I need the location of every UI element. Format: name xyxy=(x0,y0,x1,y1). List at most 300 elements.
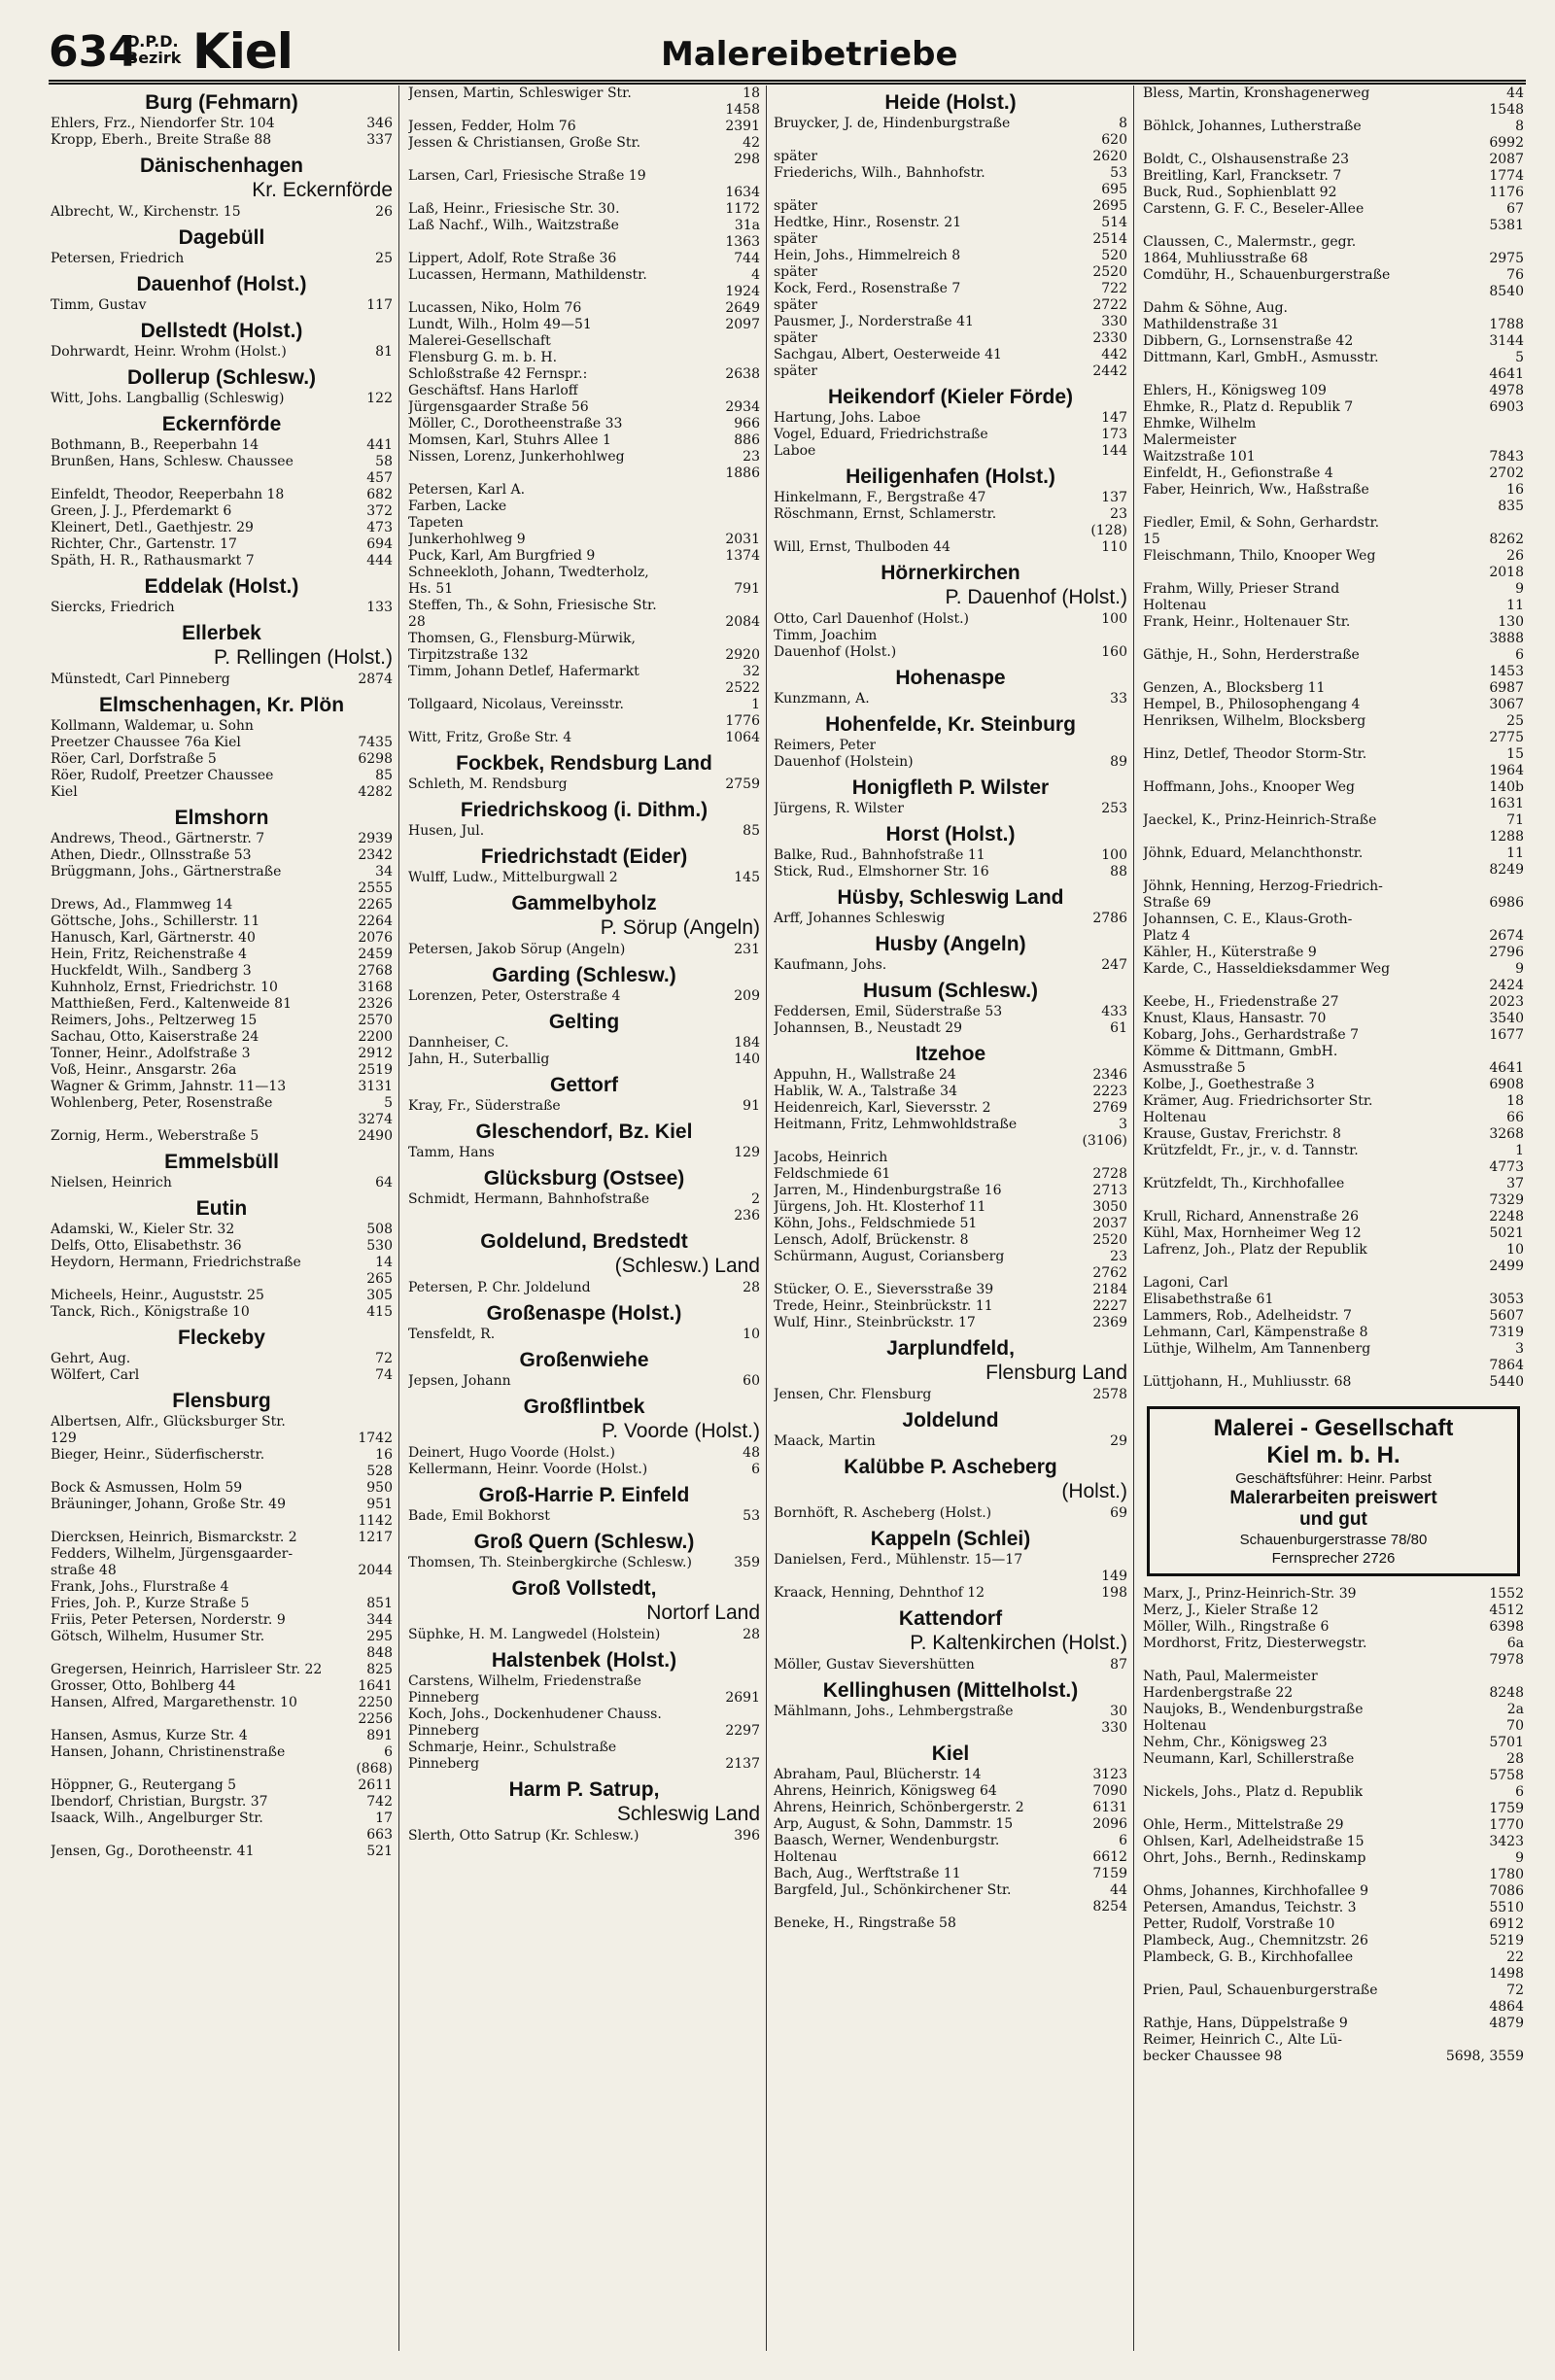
entry-number: 3131 xyxy=(358,1079,393,1094)
entry-number: 16 xyxy=(375,1447,393,1463)
directory-entry xyxy=(51,1645,393,1662)
place-subheading: Nortorf Land xyxy=(646,1602,760,1624)
entry-name: Comdühr, H., Schauenburgerstraße xyxy=(1143,267,1391,283)
directory-entry xyxy=(51,470,393,487)
directory-entry xyxy=(408,1723,760,1740)
entry-name: später xyxy=(774,330,818,346)
directory-entry xyxy=(51,1761,393,1777)
place-heading: Dauenhof (Holst.) xyxy=(136,273,307,295)
entry-name: Bräuninger, Johann, Große Str. 49 xyxy=(51,1497,286,1512)
directory-entry xyxy=(1143,1374,1524,1391)
entry-number: 6 xyxy=(1515,1784,1524,1800)
entry-number: 10 xyxy=(743,1327,760,1342)
entry-number: 1677 xyxy=(1489,1027,1524,1043)
entry-number: 1363 xyxy=(725,234,760,250)
entry-name: Friis, Peter Petersen, Norderstr. 9 xyxy=(51,1612,286,1628)
entry-number: 7329 xyxy=(1489,1192,1524,1208)
entry-number: 8248 xyxy=(1489,1685,1524,1701)
place-heading: Gleschendorf, Bz. Kiel xyxy=(475,1121,693,1143)
entry-number: 85 xyxy=(743,823,760,839)
directory-entry xyxy=(51,1811,393,1827)
directory-entry xyxy=(51,487,393,503)
directory-entry xyxy=(51,454,393,470)
entry-number: 1742 xyxy=(358,1431,393,1446)
directory-entry xyxy=(774,1552,1127,1569)
entry-number: 236 xyxy=(734,1208,760,1224)
entry-name: Stick, Rud., Elmshorner Str. 16 xyxy=(774,864,989,880)
directory-entry xyxy=(1143,2016,1524,2032)
entry-number: 337 xyxy=(366,132,393,148)
directory-entry xyxy=(408,1445,760,1462)
directory-entry xyxy=(1143,2032,1524,2049)
entry-name: Micheels, Heinr., Auguststr. 25 xyxy=(51,1288,264,1303)
entry-number xyxy=(756,350,760,366)
directory-entry xyxy=(408,1673,760,1690)
entry-name: später xyxy=(774,149,818,164)
entry-number xyxy=(1520,416,1524,432)
directory-entry xyxy=(51,553,393,569)
entry-name: Arp, August, & Sohn, Dammstr. 15 xyxy=(774,1816,1014,1832)
directory-entry xyxy=(51,1029,393,1046)
entry-name: Timm, Gustav xyxy=(51,297,147,313)
directory-entry xyxy=(774,754,1127,771)
directory-entry xyxy=(408,482,760,499)
entry-number: 31a xyxy=(734,218,760,233)
directory-entry xyxy=(51,1238,393,1255)
entry-name: Hansen, Alfred, Margarethenstr. 10 xyxy=(51,1695,297,1710)
directory-entry xyxy=(51,1062,393,1079)
directory-entry xyxy=(774,911,1127,927)
entry-name: Genzen, A., Blocksberg 11 xyxy=(1143,680,1326,696)
entry-number: 11 xyxy=(1506,845,1524,861)
entry-number: 514 xyxy=(1101,215,1127,230)
entry-number: 33 xyxy=(1110,691,1127,707)
entry-number: 7843 xyxy=(1489,449,1524,465)
entry-number: 744 xyxy=(734,251,760,266)
entry-number xyxy=(389,718,393,735)
entry-name: Thomsen, Th. Steinbergkirche (Schlesw.) xyxy=(408,1555,692,1570)
entry-name: Ehmke, Wilhelm xyxy=(1143,416,1257,431)
entry-number: 3540 xyxy=(1489,1011,1524,1026)
directory-entry xyxy=(774,1569,1127,1585)
entry-number: 64 xyxy=(375,1175,393,1190)
entry-number: 117 xyxy=(366,297,393,313)
entry-number xyxy=(1123,1552,1127,1569)
entry-name: Heidenreich, Karl, Sieversstr. 2 xyxy=(774,1100,991,1116)
entry-number: 76 xyxy=(1506,267,1524,283)
entry-name: Karde, C., Hasseldieksdammer Weg xyxy=(1143,961,1391,977)
entry-name: Zornig, Herm., Weberstraße 5 xyxy=(51,1128,259,1144)
entry-number: 2044 xyxy=(358,1563,393,1578)
directory-entry xyxy=(774,149,1127,165)
entry-name: Hanusch, Karl, Gärtnerstr. 40 xyxy=(51,930,256,946)
entry-name: Hs. 51 xyxy=(408,581,454,597)
entry-number: 2759 xyxy=(725,776,760,792)
entry-name: Ahrens, Heinrich, Schönbergerstr. 2 xyxy=(774,1800,1024,1815)
directory-entry xyxy=(408,1627,760,1643)
entry-number: 9 xyxy=(1515,581,1524,597)
entry-number: 742 xyxy=(366,1794,393,1810)
entry-name: Arff, Johannes Schleswig xyxy=(774,911,946,926)
entry-number: 298 xyxy=(734,152,760,167)
directory-entry xyxy=(774,611,1127,628)
directory-entry xyxy=(774,1298,1127,1315)
directory-entry xyxy=(408,1208,760,1224)
directory-entry xyxy=(51,914,393,930)
directory-entry xyxy=(1143,1292,1524,1308)
column-3 xyxy=(774,86,1127,2351)
entry-number: 2691 xyxy=(725,1690,760,1706)
directory-entry xyxy=(51,1447,393,1464)
entry-number: 2096 xyxy=(1092,1816,1127,1832)
entry-name: Diercksen, Heinrich, Bismarckstr. 2 xyxy=(51,1530,297,1545)
entry-number: 2137 xyxy=(725,1756,760,1772)
directory-entry xyxy=(408,1327,760,1343)
place-heading: Kiel xyxy=(931,1742,970,1765)
directory-entry xyxy=(774,264,1127,281)
entry-number: 122 xyxy=(366,391,393,406)
entry-name: Lundt, Wilh., Holm 49—51 xyxy=(408,317,592,332)
directory-entry xyxy=(408,532,760,548)
directory-entry xyxy=(1143,647,1524,664)
entry-name: Brunßen, Hans, Schlesw. Chaussee xyxy=(51,454,294,469)
entry-name: Schneekloth, Johann, Twedterholz, xyxy=(408,565,649,580)
entry-number: 2097 xyxy=(725,317,760,332)
directory-entry xyxy=(1143,102,1524,119)
entry-name: Timm, Johann Detlef, Hafermarkt xyxy=(408,664,639,679)
entry-number: 25 xyxy=(375,251,393,266)
entry-name: Röschmann, Ernst, Schlamerstr. xyxy=(774,506,997,522)
entry-name: Farben, Lacke xyxy=(408,499,507,514)
entry-name: Sachau, Otto, Kaiserstraße 24 xyxy=(51,1029,259,1045)
entry-number: 147 xyxy=(1101,410,1127,426)
entry-name: Tamm, Hans xyxy=(408,1145,495,1160)
entry-number: 5510 xyxy=(1489,1900,1524,1915)
column-rule xyxy=(398,86,399,2351)
directory-entry xyxy=(774,427,1127,443)
entry-number: 26 xyxy=(375,204,393,220)
entry-number: 247 xyxy=(1101,957,1127,973)
directory-entry xyxy=(1143,713,1524,730)
entry-number: 4 xyxy=(751,267,760,283)
entry-number xyxy=(1520,1275,1524,1292)
entry-name: später xyxy=(774,297,818,313)
directory-entry xyxy=(408,598,760,614)
entry-number: 1288 xyxy=(1489,829,1524,845)
entry-number: 2326 xyxy=(358,996,393,1012)
entry-name: später xyxy=(774,231,818,247)
place-heading: Kalübbe P. Ascheberg xyxy=(844,1456,1057,1478)
entry-number: 2031 xyxy=(725,532,760,547)
entry-number: 442 xyxy=(1101,347,1127,362)
directory-entry xyxy=(1143,565,1524,581)
place-heading: Groß-Harrie P. Einfeld xyxy=(478,1484,690,1506)
directory-entry xyxy=(408,201,760,218)
directory-entry xyxy=(774,1433,1127,1450)
place-heading: Glücksburg (Ostsee) xyxy=(483,1167,685,1190)
entry-name: Grosser, Otto, Bohlberg 44 xyxy=(51,1678,236,1694)
entry-name: Jürgens, Joh. Ht. Klosterhof 11 xyxy=(774,1199,986,1215)
entry-number: 53 xyxy=(743,1508,760,1524)
directory-entry xyxy=(408,1756,760,1773)
entry-name: Münstedt, Carl Pinneberg xyxy=(51,672,230,687)
entry-name: Möller, C., Dorotheenstraße 33 xyxy=(408,416,623,431)
entry-name: Laß Nachf., Wilh., Waitzstraße xyxy=(408,218,619,233)
directory-entry xyxy=(1143,1209,1524,1225)
directory-entry xyxy=(1143,267,1524,284)
entry-name: Gehrt, Aug. xyxy=(51,1351,131,1366)
directory-entry xyxy=(1143,912,1524,928)
directory-entry xyxy=(774,1505,1127,1522)
place-heading: Hörnerkirchen xyxy=(881,562,1020,584)
place-heading: Husum (Schlesw.) xyxy=(862,980,1039,1002)
directory-entry xyxy=(1143,1801,1524,1817)
entry-number: 1 xyxy=(1515,1143,1524,1158)
directory-entry xyxy=(51,996,393,1013)
directory-entry xyxy=(774,363,1127,380)
directory-entry xyxy=(774,1183,1127,1199)
directory-entry xyxy=(51,1794,393,1811)
directory-entry xyxy=(774,1882,1127,1899)
entry-name: Wohlenberg, Peter, Rosenstraße xyxy=(51,1095,273,1111)
entry-name: Möller, Gustav Sievershütten xyxy=(774,1657,975,1673)
entry-name: Holtenau xyxy=(774,1849,838,1865)
entry-name: Einfeldt, Theodor, Reeperbahn 18 xyxy=(51,487,285,502)
entry-number: 8254 xyxy=(1092,1899,1127,1914)
entry-number: 5701 xyxy=(1489,1735,1524,1750)
entry-name: Tirpitzstraße 132 xyxy=(408,647,529,663)
entry-name: Hedtke, Hinr., Rosenstr. 21 xyxy=(774,215,962,230)
place-heading: Hohenaspe xyxy=(895,667,1006,689)
directory-entry xyxy=(1143,86,1524,102)
place-heading: Groß Vollstedt, xyxy=(511,1577,657,1600)
entry-number: 2555 xyxy=(358,880,393,896)
directory-entry xyxy=(774,231,1127,248)
advertisement-box xyxy=(1147,1406,1520,1576)
entry-name: Nehm, Chr., Königsweg 23 xyxy=(1143,1735,1328,1750)
entry-name: Sachgau, Albert, Oesterweide 41 xyxy=(774,347,1002,362)
entry-number: 9 xyxy=(1515,961,1524,977)
entry-number: 305 xyxy=(366,1288,393,1303)
entry-name: Laß, Heinr., Friesische Str. 30. xyxy=(408,201,620,217)
entry-name: Kock, Ferd., Rosenstraße 7 xyxy=(774,281,961,296)
entry-number: 15 xyxy=(1506,746,1524,762)
entry-number xyxy=(756,515,760,532)
entry-name: Dauenhof (Holstein) xyxy=(774,754,914,770)
directory-entry xyxy=(774,1216,1127,1232)
entry-name: Jaeckel, K., Prinz-Heinrich-Straße xyxy=(1143,812,1377,828)
entry-name: Lensch, Adolf, Brückenstr. 8 xyxy=(774,1232,969,1248)
entry-name: 129 xyxy=(51,1431,77,1446)
directory-entry xyxy=(774,1150,1127,1166)
entry-number: 8540 xyxy=(1489,284,1524,299)
entry-number: 346 xyxy=(366,116,393,131)
place-heading: Elmshorn xyxy=(174,807,269,829)
column-rule xyxy=(1133,86,1134,2351)
directory-entry xyxy=(1143,532,1524,548)
entry-number: 396 xyxy=(734,1828,760,1844)
place-heading: Eddelak (Holst.) xyxy=(144,575,299,598)
directory-entry xyxy=(1143,598,1524,614)
place-heading: Heide (Holst.) xyxy=(884,91,1017,114)
entry-name: Kunzmann, A. xyxy=(774,691,870,707)
place-heading: Gettorf xyxy=(550,1074,618,1096)
place-subheading: Schleswig Land xyxy=(616,1803,760,1825)
entry-number: 2369 xyxy=(1092,1315,1127,1330)
entry-number: 682 xyxy=(366,487,393,502)
entry-name: Bornhöft, R. Ascheberg (Holst.) xyxy=(774,1505,992,1521)
entry-name: Heydorn, Hermann, Friedrichstraße xyxy=(51,1255,301,1270)
directory-entry xyxy=(1143,152,1524,168)
district-label: O.P.D. Bezirk xyxy=(126,32,182,67)
entry-number: 85 xyxy=(375,768,393,783)
place-heading: Husby (Angeln) xyxy=(875,933,1026,955)
entry-name: Flensburg G. m. b. H. xyxy=(408,350,558,365)
directory-entry xyxy=(1143,1143,1524,1159)
entry-number: 6 xyxy=(1515,647,1524,663)
entry-number: 2934 xyxy=(725,399,760,415)
entry-number: 1 xyxy=(751,697,760,712)
entry-name: Bieger, Heinr., Süderfischerstr. xyxy=(51,1447,265,1463)
entry-number: 7319 xyxy=(1489,1325,1524,1340)
place-subheading: (Holst.) xyxy=(1061,1480,1127,1502)
entry-number: 144 xyxy=(1101,443,1127,459)
entry-name: Nielsen, Heinrich xyxy=(51,1175,172,1190)
entry-name: Kiel xyxy=(51,784,78,800)
place-heading: Honigfleth P. Wilster xyxy=(851,776,1050,799)
entry-name: Wulf, Hinr., Steinbrückstr. 17 xyxy=(774,1315,976,1330)
directory-entry xyxy=(774,1833,1127,1849)
place-heading: Flensburg xyxy=(172,1390,271,1412)
entry-name: Bargfeld, Jul., Schönkirchener Str. xyxy=(774,1882,1012,1898)
directory-entry xyxy=(408,234,760,251)
directory-entry xyxy=(51,1711,393,1728)
directory-entry xyxy=(1143,1636,1524,1652)
entry-number: 1552 xyxy=(1489,1586,1524,1602)
entry-number: 5440 xyxy=(1489,1374,1524,1390)
entry-name: Slerth, Otto Satrup (Kr. Schlesw.) xyxy=(408,1828,639,1844)
entry-name: Johannsen, B., Neustadt 29 xyxy=(774,1020,963,1036)
directory-entry xyxy=(408,86,760,102)
entry-number: 966 xyxy=(734,416,760,431)
entry-number: 9 xyxy=(1515,1850,1524,1866)
entry-number: 28 xyxy=(743,1627,760,1642)
entry-name: Gregersen, Heinrich, Harrisleer Str. 22 xyxy=(51,1662,323,1677)
entry-number: 3123 xyxy=(1092,1767,1127,1782)
entry-number: 18 xyxy=(1506,1093,1524,1109)
entry-number: 3888 xyxy=(1489,631,1524,646)
directory-entry xyxy=(408,1462,760,1478)
entry-number: 8262 xyxy=(1489,532,1524,547)
entry-number: 2a xyxy=(1506,1702,1524,1717)
entry-name: Jürgensgaarder Straße 56 xyxy=(408,399,589,415)
directory-entry xyxy=(408,730,760,746)
entry-name: Pinneberg xyxy=(408,1690,480,1706)
directory-entry xyxy=(1143,1652,1524,1669)
directory-entry xyxy=(774,1084,1127,1100)
entry-name: später xyxy=(774,198,818,214)
entry-name: Prien, Paul, Schauenburgerstraße xyxy=(1143,1983,1378,1998)
entry-number xyxy=(1520,1669,1524,1685)
directory-entry xyxy=(408,1052,760,1068)
place-heading: Friedrichstadt (Eider) xyxy=(480,845,688,868)
entry-number: 2874 xyxy=(358,672,393,687)
entry-number: 32 xyxy=(743,664,760,679)
place-heading: Itzehoe xyxy=(915,1043,986,1065)
entry-name: Waitzstraße 101 xyxy=(1143,449,1256,465)
entry-name: Tapeten xyxy=(408,515,464,531)
directory-entry xyxy=(1143,300,1524,317)
entry-number: 2490 xyxy=(358,1128,393,1144)
entry-number xyxy=(389,1579,393,1596)
directory-entry xyxy=(1143,1900,1524,1916)
directory-entry xyxy=(51,1013,393,1029)
entry-name: Pausmer, J., Norderstraße 41 xyxy=(774,314,974,329)
entry-number: 14 xyxy=(375,1255,393,1270)
entry-number xyxy=(1520,2032,1524,2049)
place-heading: Dellstedt (Holst.) xyxy=(140,320,303,342)
directory-entry xyxy=(1143,1077,1524,1093)
entry-name: Timm, Joachim xyxy=(774,628,878,643)
entry-number: 1176 xyxy=(1489,185,1524,200)
entry-number: 2391 xyxy=(725,119,760,134)
entry-name: Petersen, Amandus, Teichstr. 3 xyxy=(1143,1900,1357,1915)
entry-number: 3423 xyxy=(1489,1834,1524,1849)
ad-slogan: Malerarbeiten preiswert xyxy=(1229,1488,1437,1508)
directory-entry xyxy=(1143,1669,1524,1685)
entry-number: 791 xyxy=(734,581,760,597)
directory-entry xyxy=(774,628,1127,644)
entry-name: Köhn, Johs., Feldschmiede 51 xyxy=(774,1216,978,1231)
directory-entry xyxy=(408,399,760,416)
entry-name: Vogel, Eduard, Friedrichstraße xyxy=(774,427,988,442)
directory-entry xyxy=(408,870,760,886)
directory-entry xyxy=(1143,2049,1524,2065)
directory-entry xyxy=(1143,1834,1524,1850)
entry-name: Petersen, Karl A. xyxy=(408,482,526,498)
directory-entry xyxy=(774,281,1127,297)
directory-entry xyxy=(408,548,760,565)
entry-number: 5 xyxy=(384,1095,393,1111)
entry-name: Wulff, Ludw., Mittelburgwall 2 xyxy=(408,870,618,885)
directory-entry xyxy=(1143,697,1524,713)
place-subheading: P. Rellingen (Holst.) xyxy=(213,646,393,669)
entry-number: 1374 xyxy=(725,548,760,564)
entry-number: 2702 xyxy=(1489,466,1524,481)
directory-entry xyxy=(1143,945,1524,961)
entry-name: Späth, H. R., Rathausmarkt 7 xyxy=(51,553,255,569)
entry-name: Ohle, Herm., Mittelstraße 29 xyxy=(1143,1817,1344,1833)
entry-name: Siercks, Friedrich xyxy=(51,600,175,615)
place-heading: Dagebüll xyxy=(178,226,265,249)
entry-number: 140b xyxy=(1489,779,1524,795)
directory-entry xyxy=(51,536,393,553)
directory-entry xyxy=(51,751,393,768)
entry-name: Kömme & Dittmann, GmbH. xyxy=(1143,1044,1338,1059)
entry-name: Junkerhohlweg 9 xyxy=(408,532,526,547)
entry-name: Brüggmann, Johs., Gärtnerstraße xyxy=(51,864,282,880)
entry-number: 663 xyxy=(366,1827,393,1843)
directory-entry xyxy=(1143,680,1524,697)
entry-number: 2087 xyxy=(1489,152,1524,167)
place-heading: Fleckeby xyxy=(178,1327,265,1349)
entry-name: Kleinert, Detl., Gaethjestr. 29 xyxy=(51,520,254,535)
directory-entry xyxy=(774,132,1127,149)
section-title: Malereibetriebe xyxy=(661,35,958,74)
entry-name: Malermeister xyxy=(1143,432,1236,448)
entry-name: Hinkelmann, F., Bergstraße 47 xyxy=(774,490,986,505)
entry-number: 4773 xyxy=(1489,1159,1524,1175)
